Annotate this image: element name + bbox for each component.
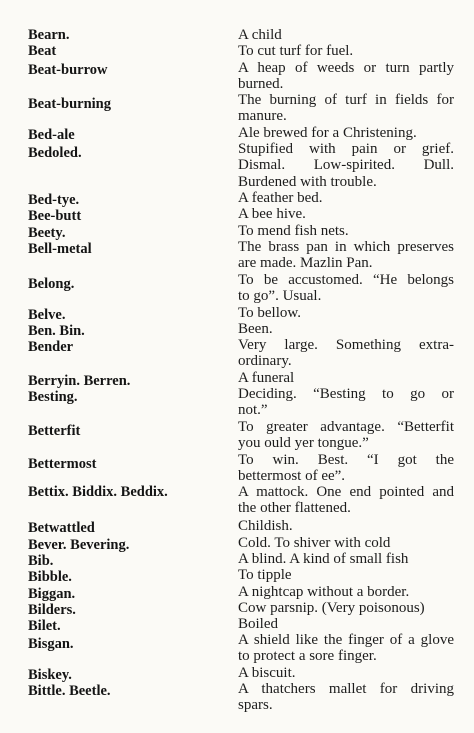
entry-term: Beat-burning bbox=[28, 96, 111, 112]
entry-definition bbox=[238, 551, 454, 567]
definition-line: A shield like the finger of a glove bbox=[238, 632, 454, 648]
definition-line: Very large. Something extra- bbox=[238, 337, 454, 353]
entry-term: Berryin. Berren. bbox=[28, 373, 131, 389]
entry-definition bbox=[238, 386, 454, 419]
entry-term: Betterfit bbox=[28, 423, 81, 439]
definition-line: to protect a sore finger. bbox=[238, 648, 377, 665]
definition-line: A child bbox=[238, 27, 282, 43]
entry-definition bbox=[238, 272, 454, 305]
entry-definition bbox=[238, 92, 454, 125]
entry-definition bbox=[238, 27, 454, 43]
definition-line: Childish. bbox=[238, 518, 293, 534]
definition-line: A mattock. One end pointed and bbox=[238, 484, 454, 500]
definition-line: Cow parsnip. (Very poisonous) bbox=[238, 600, 425, 616]
entry-definition bbox=[238, 321, 454, 337]
definition-line: Ale brewed for a Christening. bbox=[238, 125, 417, 141]
entry-term: Bearn. bbox=[28, 27, 70, 43]
entry-term: Beety. bbox=[28, 225, 66, 241]
definition-line: Been. bbox=[238, 321, 273, 337]
entry-term: Bee-butt bbox=[28, 208, 82, 224]
definition-line: to go”. Usual. bbox=[238, 288, 322, 305]
entry-definition bbox=[238, 337, 454, 370]
entry-term: Bed-ale bbox=[28, 127, 75, 143]
definition-line: Burdened with trouble. bbox=[238, 173, 377, 190]
entry-term: Belve. bbox=[28, 307, 66, 323]
definition-line: To tipple bbox=[238, 567, 292, 583]
entry-definition bbox=[238, 60, 454, 93]
definition-line: A blind. A kind of small fish bbox=[238, 551, 409, 567]
entry-term: Bender bbox=[28, 339, 74, 355]
definition-line: The burning of turf in fields for bbox=[238, 92, 454, 108]
entry-definition bbox=[238, 452, 454, 485]
definition-line: the other flattened. bbox=[238, 500, 351, 517]
definition-line: spars. bbox=[238, 697, 273, 714]
entry-term: Belong. bbox=[28, 276, 75, 292]
entry-definition bbox=[238, 239, 454, 272]
entry-term: Bilders. bbox=[28, 602, 76, 618]
entry-definition bbox=[238, 518, 454, 534]
entry-term: Biskey. bbox=[28, 667, 72, 683]
definition-line: To be accustomed. “He belongs bbox=[238, 272, 454, 288]
entry-term: Bettix. Biddix. Beddix. bbox=[28, 484, 168, 500]
definition-line: Cold. To shiver with cold bbox=[238, 535, 391, 551]
entry-definition bbox=[238, 567, 454, 583]
entry-definition bbox=[238, 206, 454, 222]
definition-line: A funeral bbox=[238, 370, 295, 386]
entry-definition bbox=[238, 584, 454, 600]
definition-line: A feather bed. bbox=[238, 190, 323, 206]
definition-line: Deciding. “Besting to go or bbox=[238, 386, 454, 402]
entry-definition bbox=[238, 223, 454, 239]
entry-term: Besting. bbox=[28, 389, 78, 405]
definition-line: A biscuit. bbox=[238, 665, 296, 681]
entry-term: Ben. Bin. bbox=[28, 323, 85, 339]
entry-term: Betwattled bbox=[28, 520, 95, 536]
definition-line: ordinary. bbox=[238, 353, 292, 370]
entry-term: Bettermost bbox=[28, 456, 97, 472]
definition-line: A thatchers mallet for driving bbox=[238, 681, 454, 697]
entry-definition bbox=[238, 43, 454, 59]
definition-line: Boiled bbox=[238, 616, 278, 632]
entry-term: Beat bbox=[28, 43, 57, 59]
entry-definition bbox=[238, 419, 454, 452]
entry-term: Bell-metal bbox=[28, 241, 92, 257]
entry-definition bbox=[238, 370, 454, 386]
definition-line: manure. bbox=[238, 108, 287, 125]
definition-line: bettermost of ee”. bbox=[238, 468, 346, 485]
definition-line: A nightcap without a border. bbox=[238, 584, 410, 600]
entry-term: Bibble. bbox=[28, 569, 72, 585]
definition-line: not.” bbox=[238, 402, 268, 419]
definition-line: To greater advantage. “Betterfit bbox=[238, 419, 454, 435]
entry-term: Bedoled. bbox=[28, 145, 82, 161]
entry-definition bbox=[238, 616, 454, 632]
definition-line: To mend fish nets. bbox=[238, 223, 349, 239]
entry-definition bbox=[238, 141, 454, 190]
definition-line: are made. Mazlin Pan. bbox=[238, 255, 373, 272]
definition-line: To cut turf for fuel. bbox=[238, 43, 354, 59]
entry-definition bbox=[238, 305, 454, 321]
entry-term: Bever. Bevering. bbox=[28, 537, 130, 553]
definition-line: The brass pan in which preserves bbox=[238, 239, 454, 255]
entry-definition bbox=[238, 190, 454, 206]
entry-term: Bilet. bbox=[28, 618, 61, 634]
definition-line: A bee hive. bbox=[238, 206, 306, 222]
entry-term: Bib. bbox=[28, 553, 54, 569]
entry-definition bbox=[238, 600, 454, 616]
definition-line: Stupified with pain or grief. bbox=[238, 141, 454, 157]
entry-definition bbox=[238, 484, 454, 517]
entry-definition bbox=[238, 665, 454, 681]
entry-term: Bittle. Beetle. bbox=[28, 683, 111, 699]
entry-definition bbox=[238, 632, 454, 665]
entry-definition bbox=[238, 125, 454, 141]
definition-line: burned. bbox=[238, 76, 284, 93]
entry-term: Beat-burrow bbox=[28, 62, 108, 78]
entry-term: Biggan. bbox=[28, 586, 76, 602]
definition-line: you ould yer tongue.” bbox=[238, 435, 369, 452]
definition-line: Dismal. Low-spirited. Dull. bbox=[238, 157, 454, 174]
entry-definition bbox=[238, 535, 454, 551]
entry-term: Bed-tye. bbox=[28, 192, 80, 208]
entry-definition bbox=[238, 681, 454, 714]
entry-term: Bisgan. bbox=[28, 636, 74, 652]
definition-line: To bellow. bbox=[238, 305, 301, 321]
definition-line: To win. Best. “I got the bbox=[238, 452, 454, 468]
definition-line: A heap of weeds or turn partly bbox=[238, 60, 454, 76]
